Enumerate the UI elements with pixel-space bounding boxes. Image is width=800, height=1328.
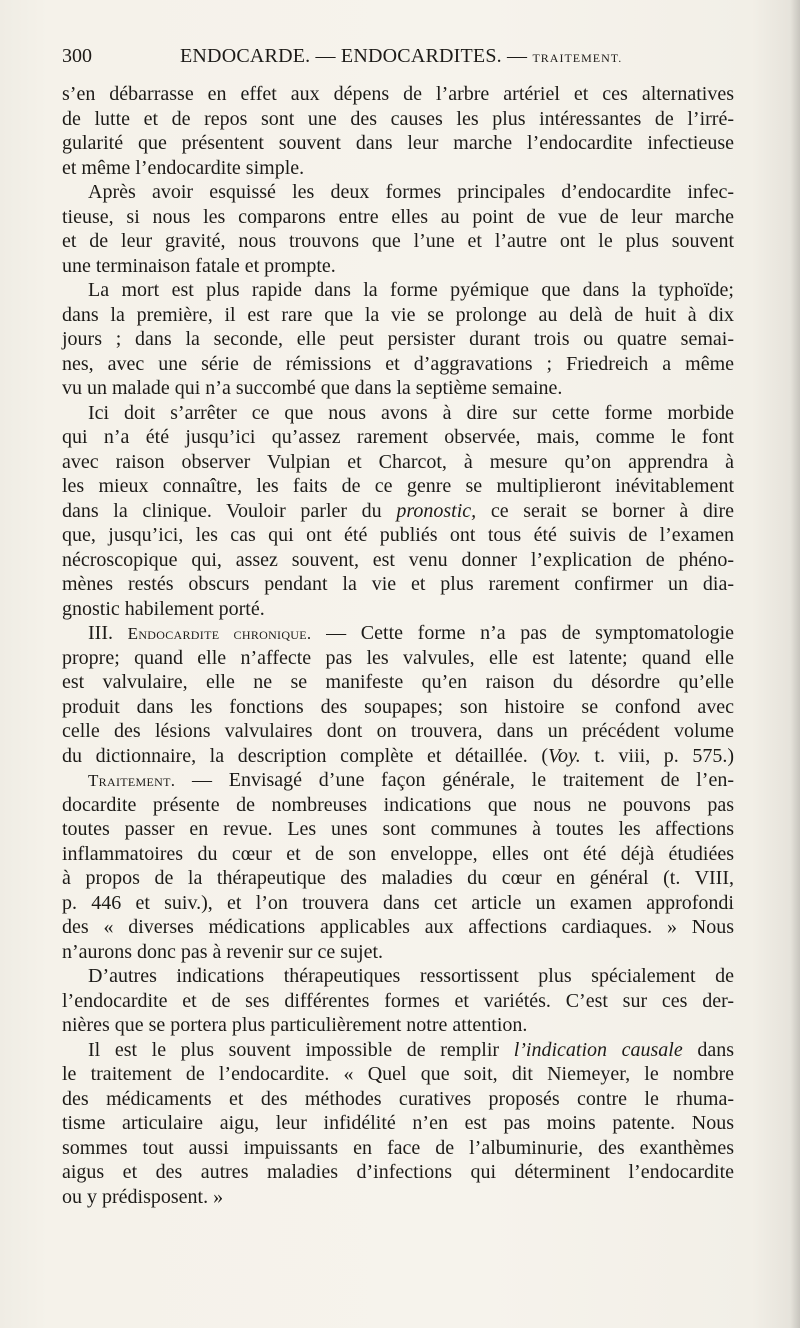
text-line: propre; quand elle n’affecte pas les valvules, elle est latente; quand elle <box>62 646 734 669</box>
text-line: celle des lésions valvulaires dont on trouvera, dans un précédent volume <box>62 720 734 742</box>
text-line: et de leur gravité, nous trouvons que l’une et l’autre ont le plus souvent <box>62 230 734 252</box>
text-line: p. 446 et suiv.), et l’on trouvera dans cet article un examen approfondi <box>62 891 734 914</box>
text-line: les mieux connaître, les faits de ce genre se multiplieront inévitablement <box>62 475 734 497</box>
text-line <box>62 744 734 769</box>
text-line: gularité que présentent souvent dans leur marche l’endocardite infectieuse <box>62 132 734 154</box>
running-title <box>180 45 622 68</box>
text-line: n’aurons donc pas à revenir sur ce sujet. <box>62 940 383 963</box>
text-line: Après avoir esquissé les deux formes principales d’endocardite infec- <box>88 181 734 203</box>
italic-term: Voy. <box>548 744 581 767</box>
text-line <box>62 1038 734 1063</box>
text-line: sommes tout aussi impuissants en face de l’albuminurie, des exanthèmes <box>62 1136 734 1159</box>
text-line: une terminaison fatale et prompte. <box>62 254 336 277</box>
text-line: Ici doit s’arrêter ce que nous avons à dire sur cette forme morbide <box>88 401 734 424</box>
text-line: des « diverses médications applicables aux affections cardiaques. » Nous <box>62 916 734 938</box>
text-line <box>62 499 734 524</box>
text-line: et même l’endocardite simple. <box>62 156 305 179</box>
text-segment: — Envisagé d’une façon générale, le traitement de l’en- <box>192 769 734 791</box>
text-line: toutes passer en revue. Les unes sont communes à toutes les affections <box>62 818 734 840</box>
text-line: produit dans les fonctions des soupapes; son histoire se confond avec <box>62 695 734 718</box>
running-section: TRAITEMENT. <box>532 51 623 65</box>
text-segment: dans la clinique. Vouloir parler du <box>62 499 382 522</box>
italic-term: pronostic, <box>396 499 477 522</box>
text-line: nécroscopique qui, assez souvent, est venu donner l’explication de phéno- <box>62 548 734 571</box>
text-line <box>62 768 734 793</box>
text-line: aigus et des autres maladies d’infections qui déterminent l’endocardite <box>62 1161 734 1183</box>
text-line: avec raison observer Vulpian et Charcot, à mesure qu’on apprendra à <box>62 450 734 473</box>
text-line: tisme articulaire aigu, leur infidélité n’en est pas moins patente. Nous <box>62 1112 735 1134</box>
page-body <box>62 82 734 1209</box>
text-line: est valvulaire, elle ne se manifeste qu’en raison du désordre qu’elle <box>62 671 734 693</box>
text-line: gnostic habilement porté. <box>62 597 265 620</box>
section-number: III. <box>88 622 113 644</box>
text-line: le traitement de l’endocardite. « Quel que soit, dit Niemeyer, le nombre <box>62 1063 734 1085</box>
text-line: dans la première, il est rare que la vie se prolonge au delà de huit à dix <box>62 303 735 326</box>
text-line: La mort est plus rapide dans la forme pyémique que dans la typhoïde; <box>88 279 734 301</box>
text-line: à propos de la thérapeutique des maladies du cœur en général (t. VIII, <box>62 867 734 889</box>
running-header <box>62 45 722 75</box>
text-line: docardite présente de nombreuses indications que nous ne pouvons pas <box>62 793 734 816</box>
text-segment: Il est le plus souvent impossible de remplir <box>88 1038 500 1061</box>
text-segment: t. viii, p. 575.) <box>594 744 735 767</box>
section-heading: Endocardite chronique. <box>127 624 312 643</box>
text-line: inflammatoires du cœur et de son enveloppe, elles ont été déjà étudiées <box>62 842 734 865</box>
text-line: ou y prédisposent. » <box>62 1185 224 1208</box>
running-title-text: ENDOCARDE. — ENDOCARDITES. — <box>180 45 528 67</box>
section-heading: Traitement. <box>88 771 176 790</box>
text-segment: dans <box>697 1038 735 1061</box>
text-segment: — Cette forme n’a pas de symptomatologie <box>326 622 735 644</box>
text-line <box>62 621 734 646</box>
page-gutter-shadow <box>790 0 800 1328</box>
text-line: vu un malade qui n’a succombé que dans la septième semaine. <box>62 377 563 399</box>
text-line: l’endocardite et de ses différentes formes et variétés. C’est sur ces der- <box>62 989 734 1012</box>
text-line: que, jusqu’ici, les cas qui ont été publiés ont tous été suivis de l’examen <box>62 524 734 546</box>
text-line: nes, avec une série de rémissions et d’aggravations ; Friedreich a même <box>62 352 735 375</box>
text-line: tieuse, si nous les comparons entre elles au point de vue de leur marche <box>62 205 734 228</box>
text-line: nières que se portera plus particulièrement notre attention. <box>62 1014 528 1036</box>
text-line: des médicaments et des méthodes curatives proposés contre le rhuma- <box>62 1087 734 1110</box>
text-line: jours ; dans la seconde, elle peut persister durant trois ou quatre semai- <box>62 328 734 350</box>
text-line: mènes restés obscurs pendant la vie et plus rarement confirmer un dia- <box>62 573 734 595</box>
text-line: s’en débarrasse en effet aux dépens de l’arbre artériel et ces alternatives <box>62 83 734 105</box>
page-number: 300 <box>62 45 92 67</box>
text-line: D’autres indications thérapeutiques ressortissent plus spécialement de <box>88 965 734 987</box>
text-line: qui n’a été jusqu’ici qu’assez rarement observée, mais, comme le font <box>62 426 734 448</box>
italic-term: l’indication causale <box>513 1038 683 1061</box>
text-segment: du dictionnaire, la description complète et détaillée. ( <box>62 744 549 767</box>
text-line: de lutte et de repos sont une des causes les plus intéressantes de l’irré- <box>62 107 734 130</box>
text-segment: ce serait se borner à dire <box>490 499 734 522</box>
